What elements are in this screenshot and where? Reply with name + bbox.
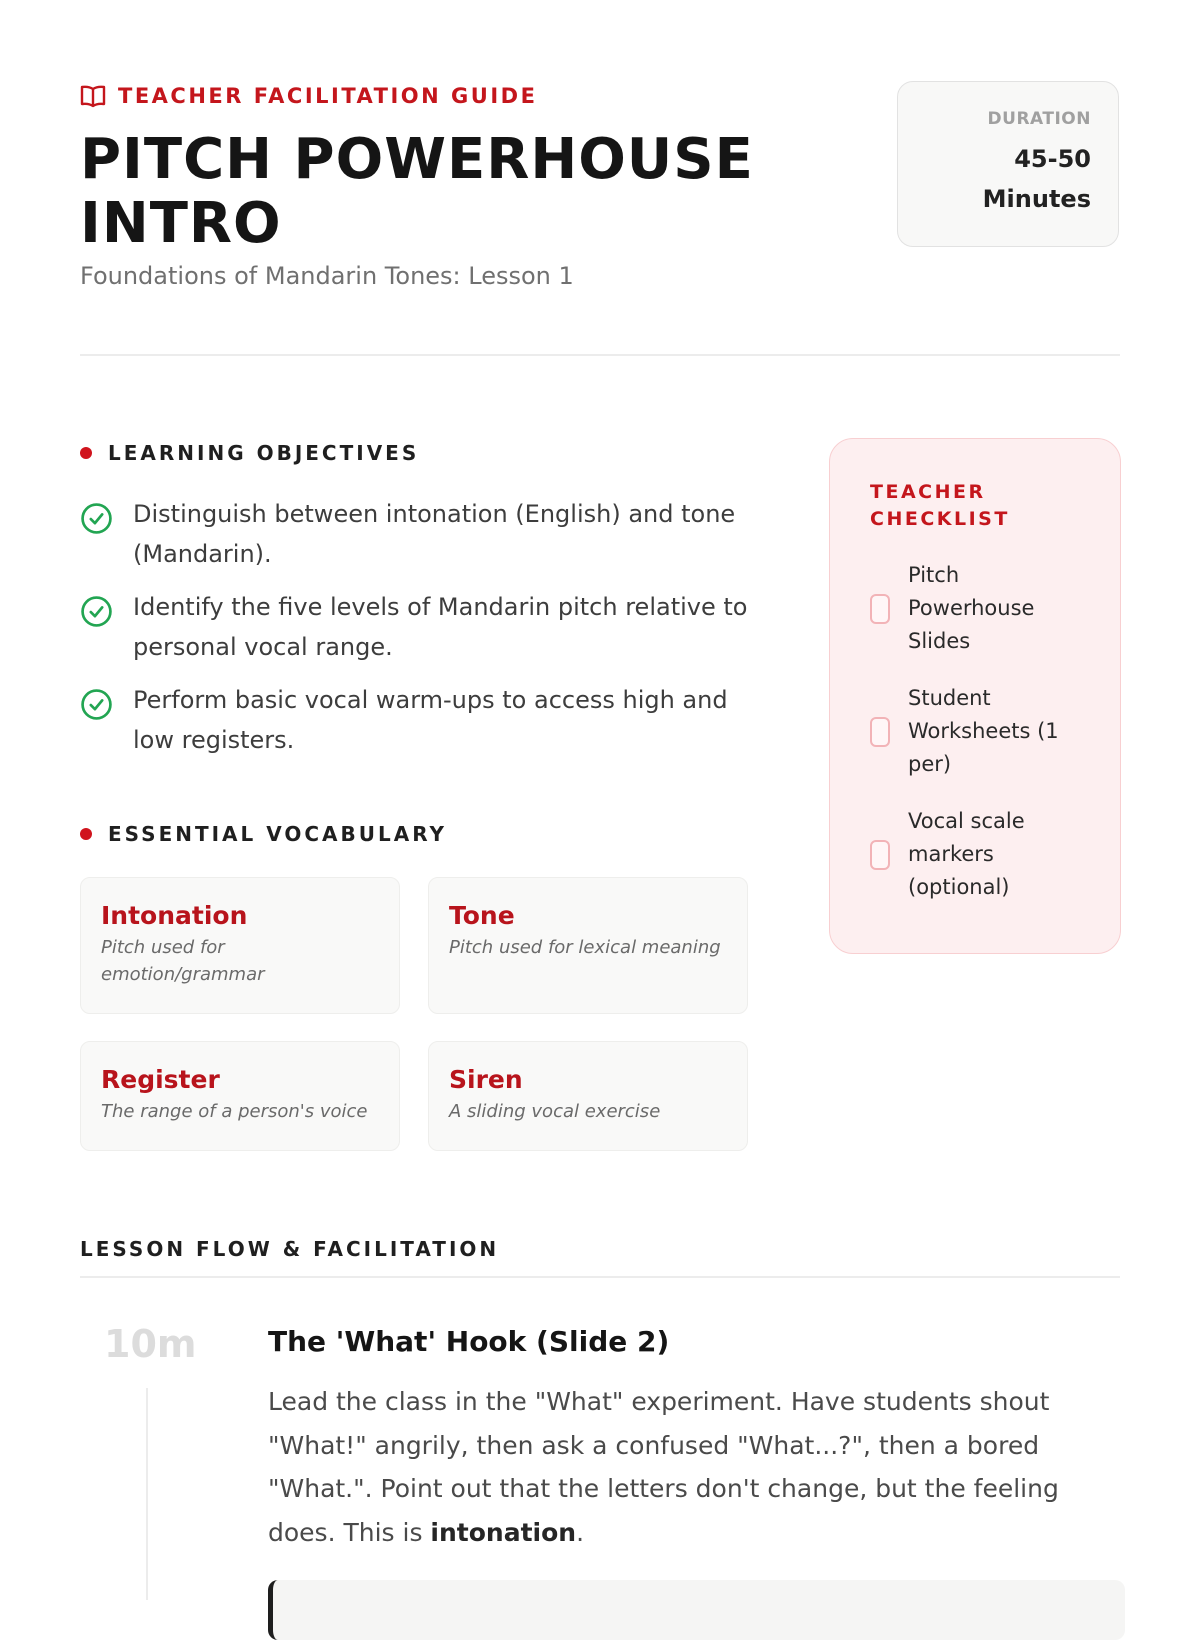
step-body-text: Lead the class in the "What" experiment. Have students shout "What!" angrily, then ask a confused "What...?", then a bored "What.". Point out that the letters don't change, but the feeling does. This is bbox=[268, 1387, 1059, 1547]
facilitation-note-box bbox=[268, 1580, 1125, 1640]
step-time: 10m bbox=[104, 1322, 197, 1366]
page-title bbox=[80, 128, 840, 256]
checklist-checkbox[interactable] bbox=[870, 840, 890, 870]
page-subtitle: Foundations of Mandarin Tones: Lesson 1 bbox=[80, 262, 574, 290]
objective-text: Distinguish between intonation (English) and tone (Mandarin). bbox=[133, 500, 736, 568]
objectives-heading-text: LEARNING OBJECTIVES bbox=[108, 441, 420, 465]
timeline-line bbox=[146, 1388, 148, 1600]
checklist-item[interactable] bbox=[870, 559, 1088, 658]
vocab-card-register bbox=[80, 1041, 400, 1151]
vocab-term: Intonation bbox=[101, 901, 248, 930]
page-title-line-1: PITCH POWERHOUSE bbox=[80, 127, 754, 192]
guide-label bbox=[80, 84, 537, 108]
objectives-list bbox=[80, 494, 760, 773]
open-book-icon bbox=[80, 84, 106, 108]
vocab-card-tone bbox=[428, 877, 748, 1014]
duration-value-amount: 45-50 bbox=[1014, 145, 1091, 173]
guide-label-text: TEACHER FACILITATION GUIDE bbox=[118, 84, 538, 108]
vocab-definition: A sliding vocal exercise bbox=[449, 1101, 661, 1122]
duration-value-unit: Minutes bbox=[982, 185, 1091, 213]
vocab-term: Tone bbox=[449, 901, 515, 930]
step-body-end: . bbox=[576, 1517, 585, 1547]
objective-item bbox=[80, 587, 760, 667]
check-circle-icon bbox=[80, 595, 113, 628]
vocab-definition: The range of a person's voice bbox=[101, 1101, 368, 1122]
vocabulary-heading-text: ESSENTIAL VOCABULARY bbox=[108, 822, 448, 846]
lesson-flow-divider bbox=[80, 1276, 1120, 1278]
checklist-checkbox[interactable] bbox=[870, 717, 890, 747]
step-body-keyword: intonation bbox=[430, 1517, 577, 1547]
checklist-checkbox[interactable] bbox=[870, 594, 890, 624]
lesson-flow-heading: LESSON FLOW & FACILITATION bbox=[80, 1237, 500, 1261]
teacher-checklist bbox=[829, 438, 1121, 954]
vocab-term: Siren bbox=[449, 1065, 523, 1094]
objective-text: Identify the five levels of Mandarin pitch relative to personal vocal range. bbox=[133, 593, 748, 661]
step-title: The 'What' Hook (Slide 2) bbox=[268, 1325, 670, 1358]
checklist-item[interactable] bbox=[870, 805, 1088, 904]
vocab-definition: Pitch used for lexical meaning bbox=[449, 937, 721, 958]
step-body bbox=[268, 1380, 1068, 1554]
check-circle-icon bbox=[80, 688, 113, 721]
page-title-line-2: INTRO bbox=[80, 191, 282, 256]
checklist-item[interactable] bbox=[870, 682, 1088, 781]
header-divider bbox=[80, 354, 1120, 356]
vocab-definition: Pitch used for emotion/grammar bbox=[101, 937, 265, 985]
duration-value bbox=[898, 139, 1091, 219]
bullet-dot-icon bbox=[80, 828, 92, 840]
checklist-title: TEACHER CHECKLIST bbox=[870, 481, 1010, 530]
vocabulary-heading bbox=[80, 822, 447, 846]
objective-item bbox=[80, 680, 760, 760]
checklist-item-label: Student Worksheets (1 per) bbox=[908, 686, 1059, 776]
checklist-item-label: Vocal scale markers (optional) bbox=[908, 809, 1025, 899]
checklist-item-label: Pitch Powerhouse Slides bbox=[908, 563, 1035, 653]
vocab-term: Register bbox=[101, 1065, 220, 1094]
objectives-heading bbox=[80, 441, 419, 465]
vocab-card-intonation bbox=[80, 877, 400, 1014]
objective-item bbox=[80, 494, 760, 574]
duration-card bbox=[897, 81, 1119, 247]
bullet-dot-icon bbox=[80, 447, 92, 459]
check-circle-icon bbox=[80, 502, 113, 535]
duration-label: DURATION bbox=[987, 109, 1091, 129]
vocab-card-siren bbox=[428, 1041, 748, 1151]
objective-text: Perform basic vocal warm-ups to access high and low registers. bbox=[133, 686, 728, 754]
